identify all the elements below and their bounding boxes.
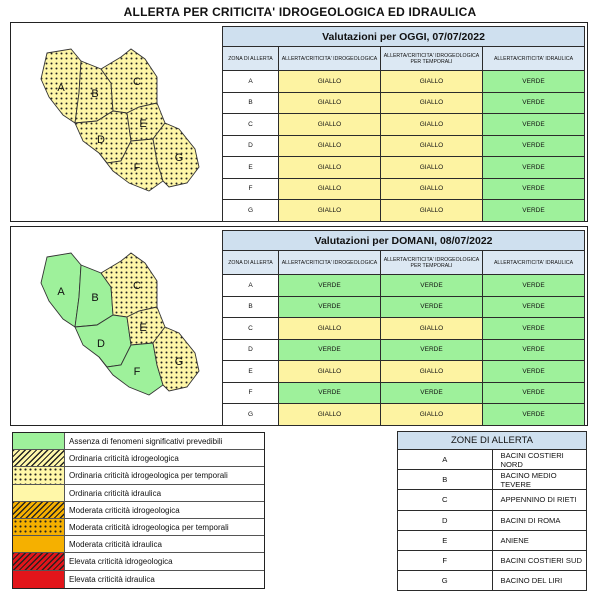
temporali-cell: VERDE xyxy=(381,382,483,404)
legend-item xyxy=(13,519,264,536)
table-row xyxy=(223,275,585,297)
today-caption: Valutazioni per OGGI, 07/07/2022 xyxy=(223,27,585,47)
idro-cell: GIALLO xyxy=(279,92,381,114)
idro-cell: GIALLO xyxy=(279,178,381,200)
table-row xyxy=(223,339,585,361)
legend-item xyxy=(13,485,264,502)
idro-cell: VERDE xyxy=(279,339,381,361)
tomorrow-panel xyxy=(10,226,588,426)
legend-swatch xyxy=(13,553,65,569)
idraulica-cell: VERDE xyxy=(483,135,585,157)
map-label-c: C xyxy=(133,280,141,292)
zone-cell: C xyxy=(223,318,279,340)
zone-cell: F xyxy=(223,178,279,200)
zone-cell: F xyxy=(223,382,279,404)
col-header-idraulica: ALLERTA/CRITICITA' IDRAULICA xyxy=(483,47,585,71)
legend-label: Elevata criticità idraulica xyxy=(69,574,155,584)
idraulica-cell: VERDE xyxy=(483,382,585,404)
zone-letter: B xyxy=(398,470,493,490)
legend-label: Moderata criticità idrogeologica xyxy=(69,505,180,515)
temporali-cell: GIALLO xyxy=(381,404,483,426)
idro-cell: GIALLO xyxy=(279,157,381,179)
table-row xyxy=(223,71,585,93)
legend-label: Ordinaria criticità idraulica xyxy=(69,488,162,498)
tomorrow-table xyxy=(222,230,585,426)
map-label-e: E xyxy=(139,322,147,334)
zone-letter: E xyxy=(398,530,493,550)
legend-item xyxy=(13,502,264,519)
col-header-temporali: ALLERTA/CRITICITA' IDROGEOLOGICA PER TEMPORALI xyxy=(381,47,483,71)
col-header-idraulica: ALLERTA/CRITICITA' IDRAULICA xyxy=(483,251,585,275)
table-row xyxy=(223,382,585,404)
zone-name: BACINI COSTIERI NORD xyxy=(492,450,587,470)
temporali-cell: GIALLO xyxy=(381,114,483,136)
legend-item xyxy=(13,553,264,570)
zone-cell: B xyxy=(223,296,279,318)
col-header-zona: ZONA DI ALLERTA xyxy=(223,251,279,275)
legend-swatch xyxy=(13,519,65,535)
zone-cell: D xyxy=(223,339,279,361)
idro-cell: GIALLO xyxy=(279,200,381,222)
zone-row xyxy=(398,490,587,510)
zone-row xyxy=(398,550,587,570)
legend-swatch xyxy=(13,485,65,501)
zone-row xyxy=(398,510,587,530)
legend-swatch xyxy=(13,571,65,588)
legend-swatch xyxy=(13,502,65,518)
zones-title: ZONE DI ALLERTA xyxy=(398,432,587,450)
legend-label: Ordinaria criticità idrogeologica xyxy=(69,454,179,464)
legend-item xyxy=(13,450,264,467)
table-row xyxy=(223,318,585,340)
zone-cell: G xyxy=(223,200,279,222)
temporali-cell: VERDE xyxy=(381,275,483,297)
idraulica-cell: VERDE xyxy=(483,318,585,340)
idro-cell: GIALLO xyxy=(279,71,381,93)
zone-row xyxy=(398,571,587,591)
legend-label: Moderata criticità idraulica xyxy=(69,540,162,550)
legend-item xyxy=(13,433,264,450)
table-row xyxy=(223,296,585,318)
zone-cell: D xyxy=(223,135,279,157)
lazio-map-today xyxy=(19,31,219,211)
map-label-f: F xyxy=(133,162,141,174)
map-label-c: C xyxy=(133,76,141,88)
today-panel xyxy=(10,22,588,222)
zone-letter: G xyxy=(398,571,493,591)
idro-cell: GIALLO xyxy=(279,404,381,426)
table-row xyxy=(223,114,585,136)
legend-item xyxy=(13,536,264,553)
map-label-b: B xyxy=(91,292,99,304)
legend xyxy=(12,432,265,589)
map-label-e: E xyxy=(139,118,147,130)
temporali-cell: GIALLO xyxy=(381,361,483,383)
zone-cell: A xyxy=(223,71,279,93)
zone-cell: A xyxy=(223,275,279,297)
map-label-a: A xyxy=(57,82,65,94)
zone-name: BACINI DI ROMA xyxy=(492,510,587,530)
idro-cell: GIALLO xyxy=(279,318,381,340)
zone-name: BACINI COSTIERI SUD xyxy=(492,550,587,570)
zone-name: BACINO DEL LIRI xyxy=(492,571,587,591)
zone-name: ANIENE xyxy=(492,530,587,550)
temporali-cell: GIALLO xyxy=(381,178,483,200)
page-title: ALLERTA PER CRITICITA' IDROGEOLOGICA ED IDRAULICA xyxy=(123,5,477,19)
legend-swatch xyxy=(13,450,65,466)
legend-swatch xyxy=(13,467,65,483)
temporali-cell: GIALLO xyxy=(381,135,483,157)
table-row xyxy=(223,404,585,426)
zone-row xyxy=(398,470,587,490)
legend-swatch xyxy=(13,433,65,449)
legend-label: Moderata criticità idrogeologica per temporali xyxy=(69,522,229,532)
map-label-b: B xyxy=(91,88,99,100)
zone-cell: E xyxy=(223,361,279,383)
idraulica-cell: VERDE xyxy=(483,114,585,136)
col-header-idro: ALLERTA/CRITICITA' IDROGEOLOGICA xyxy=(279,47,381,71)
lazio-map-tomorrow xyxy=(19,235,219,415)
map-label-g: G xyxy=(174,356,184,368)
map-label-f: F xyxy=(133,366,141,378)
table-row xyxy=(223,178,585,200)
zone-cell: G xyxy=(223,404,279,426)
temporali-cell: GIALLO xyxy=(381,92,483,114)
idraulica-cell: VERDE xyxy=(483,339,585,361)
legend-label: Ordinaria criticità idrogeologica per temporali xyxy=(69,471,228,481)
idro-cell: VERDE xyxy=(279,275,381,297)
zone-name: APPENNINO DI RIETI xyxy=(492,490,587,510)
zone-row xyxy=(398,450,587,470)
idro-cell: GIALLO xyxy=(279,135,381,157)
temporali-cell: GIALLO xyxy=(381,200,483,222)
today-table xyxy=(222,26,585,222)
table-row xyxy=(223,135,585,157)
idraulica-cell: VERDE xyxy=(483,178,585,200)
idro-cell: GIALLO xyxy=(279,114,381,136)
idraulica-cell: VERDE xyxy=(483,92,585,114)
idraulica-cell: VERDE xyxy=(483,361,585,383)
idro-cell: VERDE xyxy=(279,382,381,404)
zone-letter: D xyxy=(398,510,493,530)
legend-label: Elevata criticità idrogeologica xyxy=(69,557,173,567)
zone-cell: B xyxy=(223,92,279,114)
temporali-cell: GIALLO xyxy=(381,71,483,93)
idraulica-cell: VERDE xyxy=(483,157,585,179)
temporali-cell: VERDE xyxy=(381,339,483,361)
map-label-g: G xyxy=(174,152,184,164)
legend-label: Assenza di fenomeni significativi prevedibili xyxy=(69,437,223,446)
idraulica-cell: VERDE xyxy=(483,200,585,222)
idraulica-cell: VERDE xyxy=(483,275,585,297)
col-header-idro: ALLERTA/CRITICITA' IDROGEOLOGICA xyxy=(279,251,381,275)
zone-cell: C xyxy=(223,114,279,136)
zone-row xyxy=(398,530,587,550)
map-label-d: D xyxy=(97,338,105,350)
idraulica-cell: VERDE xyxy=(483,296,585,318)
zone-letter: A xyxy=(398,450,493,470)
idraulica-cell: VERDE xyxy=(483,404,585,426)
zone-letter: C xyxy=(398,490,493,510)
temporali-cell: GIALLO xyxy=(381,318,483,340)
zone-name: BACINO MEDIO TEVERE xyxy=(492,470,587,490)
table-row xyxy=(223,92,585,114)
legend-swatch xyxy=(13,536,65,552)
col-header-temporali: ALLERTA/CRITICITA' IDROGEOLOGICA PER TEMPORALI xyxy=(381,251,483,275)
idraulica-cell: VERDE xyxy=(483,71,585,93)
map-label-d: D xyxy=(97,134,105,146)
zone-letter: F xyxy=(398,550,493,570)
idro-cell: GIALLO xyxy=(279,361,381,383)
table-row xyxy=(223,157,585,179)
table-row xyxy=(223,361,585,383)
idro-cell: VERDE xyxy=(279,296,381,318)
zone-cell: E xyxy=(223,157,279,179)
map-label-a: A xyxy=(57,286,65,298)
legend-item xyxy=(13,467,264,484)
temporali-cell: GIALLO xyxy=(381,157,483,179)
temporali-cell: VERDE xyxy=(381,296,483,318)
zones-table xyxy=(397,431,587,591)
table-row xyxy=(223,200,585,222)
legend-item xyxy=(13,571,264,588)
tomorrow-caption: Valutazioni per DOMANI, 08/07/2022 xyxy=(223,231,585,251)
col-header-zona: ZONA DI ALLERTA xyxy=(223,47,279,71)
